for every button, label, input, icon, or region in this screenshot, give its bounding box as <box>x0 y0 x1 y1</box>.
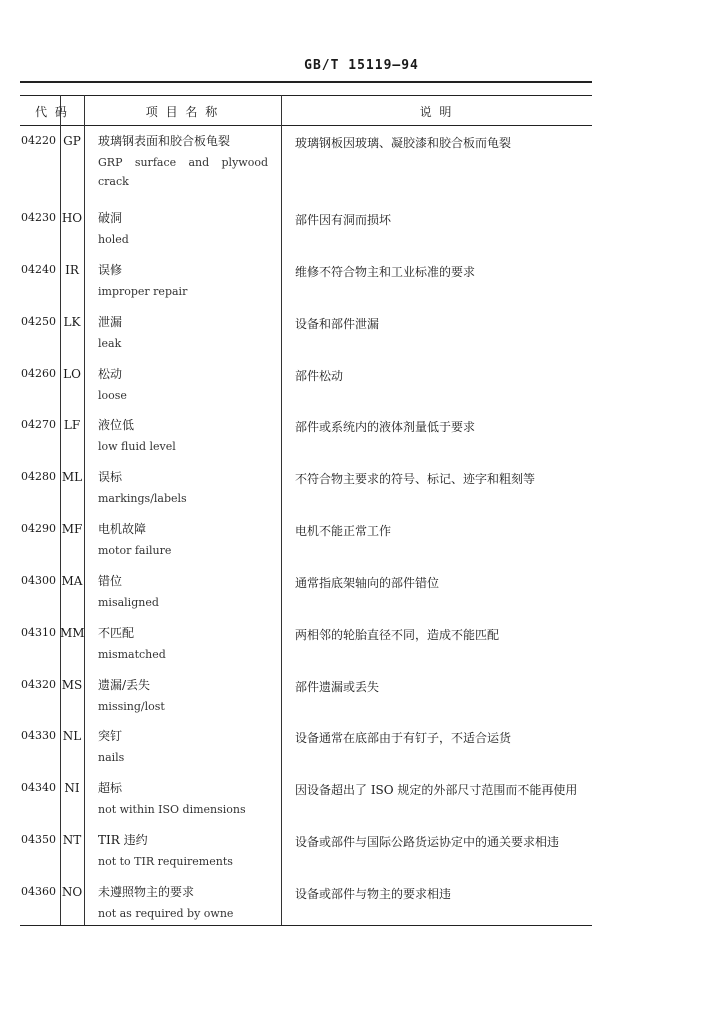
row-name-chinese: TIR 违约 <box>98 833 148 847</box>
row-code: 04260 <box>21 367 56 380</box>
row-name-chinese: 误修 <box>98 263 123 277</box>
table-row <box>0 678 600 730</box>
column-header-item-name: 项 目 名 称 <box>145 105 220 119</box>
column-header-description: 说 明 <box>419 105 454 119</box>
standard-number: GB/T 15119—94 <box>304 58 419 73</box>
row-abbreviation: IR <box>65 263 79 277</box>
table-row <box>0 315 600 367</box>
row-name-chinese: 遗漏/丢失 <box>98 678 151 692</box>
row-code: 04330 <box>21 729 56 742</box>
row-abbreviation: GP <box>63 134 81 148</box>
row-description: 部件遗漏或丢失 <box>295 680 380 694</box>
row-code: 04270 <box>21 418 56 431</box>
row-code: 04230 <box>21 211 56 224</box>
row-abbreviation: ML <box>61 470 83 484</box>
row-code: 04290 <box>21 522 56 535</box>
row-code: 04280 <box>21 470 56 483</box>
row-description: 部件松动 <box>295 369 344 383</box>
row-code: 04350 <box>21 833 56 846</box>
row-name-english: holed <box>98 233 129 246</box>
row-name-english: not to TIR requirements <box>98 855 233 868</box>
row-abbreviation: NT <box>62 833 82 847</box>
row-description: 通常指底架轴向的部件错位 <box>295 576 440 590</box>
row-abbreviation: LF <box>63 418 81 432</box>
row-abbreviation: NI <box>64 781 80 795</box>
row-name-english: misaligned <box>98 596 159 609</box>
row-description: 两相邻的轮胎直径不同，造成不能匹配 <box>295 628 500 642</box>
row-description: 部件因有洞而损坏 <box>295 213 392 227</box>
row-name-english: motor failure <box>98 544 172 557</box>
row-code: 04360 <box>21 885 56 898</box>
row-name-chinese: 误标 <box>98 470 123 484</box>
table-row <box>0 885 600 937</box>
row-name-chinese: 未遵照物主的要求 <box>98 885 195 899</box>
row-name-english: not within ISO dimensions <box>98 803 246 816</box>
row-name-chinese: 玻璃钢表面和胶合板龟裂 <box>98 134 231 148</box>
row-description: 设备或部件与物主的要求相违 <box>295 887 452 901</box>
row-description: 部件或系统内的液体剂量低于要求 <box>295 420 476 434</box>
row-name-chinese: 超标 <box>98 781 123 795</box>
row-name-chinese: 泄漏 <box>98 315 123 329</box>
row-abbreviation: MM <box>60 626 85 640</box>
row-code: 04300 <box>21 574 56 587</box>
row-abbreviation: MA <box>61 574 83 588</box>
row-name-english: nails <box>98 751 125 764</box>
row-name-chinese: 电机故障 <box>98 522 147 536</box>
row-description: 电机不能正常工作 <box>295 524 392 538</box>
row-description: 不符合物主要求的符号、标记、迹字和粗刻等 <box>295 472 536 486</box>
table-row <box>0 134 600 186</box>
row-code: 04310 <box>21 626 56 639</box>
row-code: 04320 <box>21 678 56 691</box>
row-name-english: markings/labels <box>98 492 187 505</box>
row-name-english: leak <box>98 337 122 350</box>
row-abbreviation: LO <box>63 367 81 381</box>
table-row <box>0 833 600 885</box>
row-code: 04250 <box>21 315 56 328</box>
row-description: 因设备超出了 ISO 规定的外部尺寸范围而不能再使用 <box>295 783 578 797</box>
row-abbreviation: NL <box>62 729 82 743</box>
row-name-english: low fluid level <box>98 440 176 453</box>
row-abbreviation: MS <box>61 678 83 692</box>
table-row <box>0 522 600 574</box>
row-name-chinese: 突钉 <box>98 729 123 743</box>
row-description: 维修不符合物主和工业标准的要求 <box>295 265 476 279</box>
row-abbreviation: LK <box>63 315 81 329</box>
row-name-english: missing/lost <box>98 700 165 713</box>
row-name-english: improper repair <box>98 285 188 298</box>
row-name-english: loose <box>98 389 127 402</box>
row-name-english: not as required by owne <box>98 907 234 920</box>
table-row <box>0 211 600 263</box>
row-abbreviation: MF <box>61 522 83 536</box>
table-row <box>0 367 600 419</box>
table-row <box>0 781 600 833</box>
table-row <box>0 574 600 626</box>
row-code: 04340 <box>21 781 56 794</box>
row-name-chinese: 不匹配 <box>98 626 135 640</box>
table-row <box>0 626 600 678</box>
table-row <box>0 729 600 781</box>
table-row <box>0 470 600 522</box>
table-row <box>0 418 600 470</box>
row-description: 设备和部件泄漏 <box>295 317 380 331</box>
row-code: 04220 <box>21 134 56 147</box>
row-code: 04240 <box>21 263 56 276</box>
row-name-chinese: 错位 <box>98 574 123 588</box>
row-name-english: mismatched <box>98 648 166 661</box>
column-header-code: 代 码 <box>35 105 69 119</box>
row-name-chinese: 松动 <box>98 367 123 381</box>
row-name-chinese: 破洞 <box>98 211 123 225</box>
row-name-english: GRP surface and plywood crack <box>98 156 268 188</box>
row-abbreviation: NO <box>61 885 83 899</box>
row-name-chinese: 液位低 <box>98 418 135 432</box>
row-abbreviation: HO <box>61 211 83 225</box>
row-description: 设备通常在底部由于有钉子，不适合运货 <box>295 731 512 745</box>
row-description: 设备或部件与国际公路货运协定中的通关要求相违 <box>295 835 560 849</box>
table-row <box>0 263 600 315</box>
row-description: 玻璃钢板因玻璃、凝胶漆和胶合板而龟裂 <box>295 136 512 150</box>
